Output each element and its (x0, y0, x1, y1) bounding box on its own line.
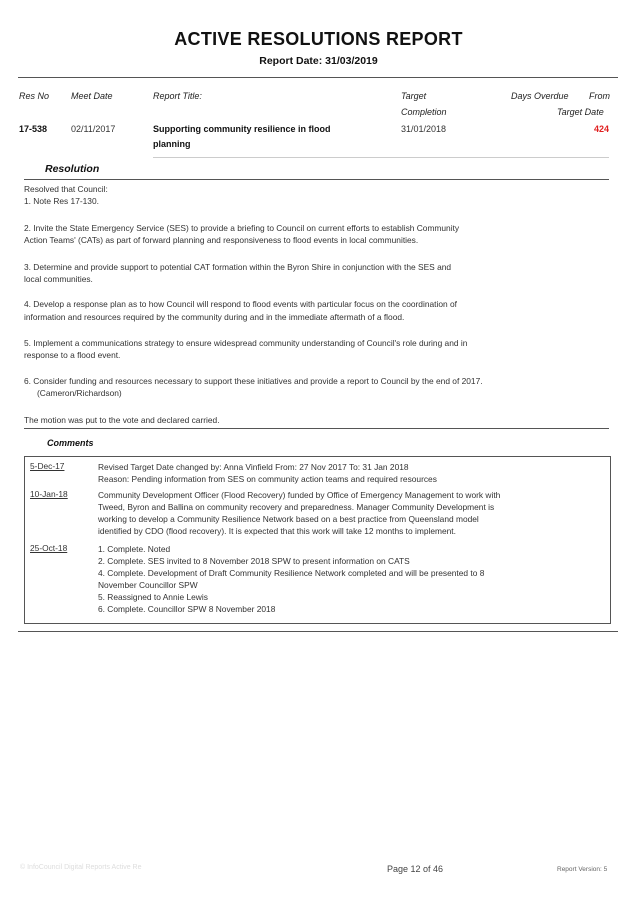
comment-text-3-line4: November Councillor SPW (98, 580, 198, 590)
resolution-item-6-line2: (Cameron/Richardson) (37, 388, 122, 398)
motion-rule (24, 428, 609, 429)
resolution-item-5-line1: 5. Implement a communications strategy to ensure widespread community understanding of Council's role during and in (24, 338, 468, 348)
resolution-item-6-line1: 6. Consider funding and resources necessary to support these initiatives and provide a report to Council by the end of 2017. (24, 376, 483, 386)
row-res-no: 17-538 (19, 124, 48, 134)
row-meet-date: 02/11/2017 (71, 124, 116, 134)
comment-text-3-line2: 2. Complete. SES invited to 8 November 2018 SPW to present information on CATS (98, 556, 410, 566)
row-days-overdue: 424 (594, 124, 610, 134)
col-res-no: Res No (19, 91, 50, 101)
row-divider (153, 157, 609, 158)
resolution-item-2-line1: 2. Invite the State Emergency Service (SES) to provide a briefing to Council on current efforts to establish Community (24, 223, 460, 233)
resolution-intro: Resolved that Council: (24, 184, 108, 194)
comment-date-2: 10-Jan-18 (30, 489, 68, 499)
col-completion: Completion (401, 107, 447, 117)
resolution-heading: Resolution (45, 163, 100, 175)
row-title-line1: Supporting community resilience in flood (153, 124, 331, 134)
motion-text: The motion was put to the vote and declared carried. (24, 415, 220, 425)
comment-text-1-line2: Reason: Pending information from SES on community action teams and required resources (98, 474, 437, 484)
comment-text-3-line5: 5. Reassigned to Annie Lewis (98, 592, 208, 602)
col-target-date: Target Date (557, 107, 604, 117)
comment-text-3-line1: 1. Complete. Noted (98, 544, 171, 554)
resolution-item-1: 1. Note Res 17-130. (24, 196, 99, 206)
comment-text-2-line1: Community Development Officer (Flood Recovery) funded by Office of Emergency Management to work with (98, 490, 501, 500)
resolution-item-3-line2: local communities. (24, 274, 93, 284)
col-report-title: Report Title: (153, 91, 202, 101)
report-title: ACTIVE RESOLUTIONS REPORT (174, 29, 463, 49)
comment-text-3-line3: 4. Complete. Development of Draft Community Resilience Network completed and will be presented to 8 (98, 568, 485, 578)
resolution-item-3-line1: 3. Determine and provide support to potential CAT formation within the Byron Shire in conjunction with the SES and (24, 262, 452, 272)
comment-text-2-line2: Tweed, Byron and Ballina on community recovery and preparedness. Manager Community Development is (98, 502, 495, 512)
page-number: Page 12 of 46 (387, 864, 444, 874)
comment-text-2-line3: working to develop a Community Resilience Network based on a best practice from Queensland model (98, 514, 479, 524)
footer-watermark: © InfoCouncil Digital Reports Active Re (20, 864, 142, 871)
col-days-overdue: Days Overdue (511, 91, 569, 101)
comments-heading: Comments (47, 438, 94, 448)
col-from: From (589, 91, 610, 101)
col-target: Target (401, 91, 427, 101)
comment-text-1-line1: Revised Target Date changed by: Anna Vinfield From: 27 Nov 2017 To: 31 Jan 2018 (98, 462, 409, 472)
resolution-item-2-line2: Action Teams' (CATs) as part of forward planning and responsiveness to flood events in local communities. (24, 235, 419, 245)
row-target-completion: 31/01/2018 (401, 124, 447, 134)
col-meet-date: Meet Date (71, 91, 113, 101)
resolution-item-5-line2: response to a flood event. (24, 350, 121, 360)
comment-text-2-line4: identified by CDO (flood recovery). It is expected that this work will take 12 months to implement. (98, 526, 456, 536)
resolution-item-4-line2: information and resources required by the community during and in the immediate aftermath of a flood. (24, 312, 405, 322)
row-title-line2: planning (153, 139, 191, 149)
header-rule (18, 77, 618, 78)
comment-date-1: 5-Dec-17 (30, 461, 65, 471)
report-version: Report Version: 5 (557, 866, 608, 873)
resolution-item-4-line1: 4. Develop a response plan as to how Council will respond to flood events with particular focus on the coordination of (24, 299, 457, 309)
comment-date-3: 25-Oct-18 (30, 543, 68, 553)
report-date: Report Date: 31/03/2019 (259, 55, 378, 67)
comment-text-3-line6: 6. Complete. Councillor SPW 8 November 2018 (98, 604, 276, 614)
bottom-rule (18, 631, 618, 632)
resolution-rule (24, 179, 609, 180)
